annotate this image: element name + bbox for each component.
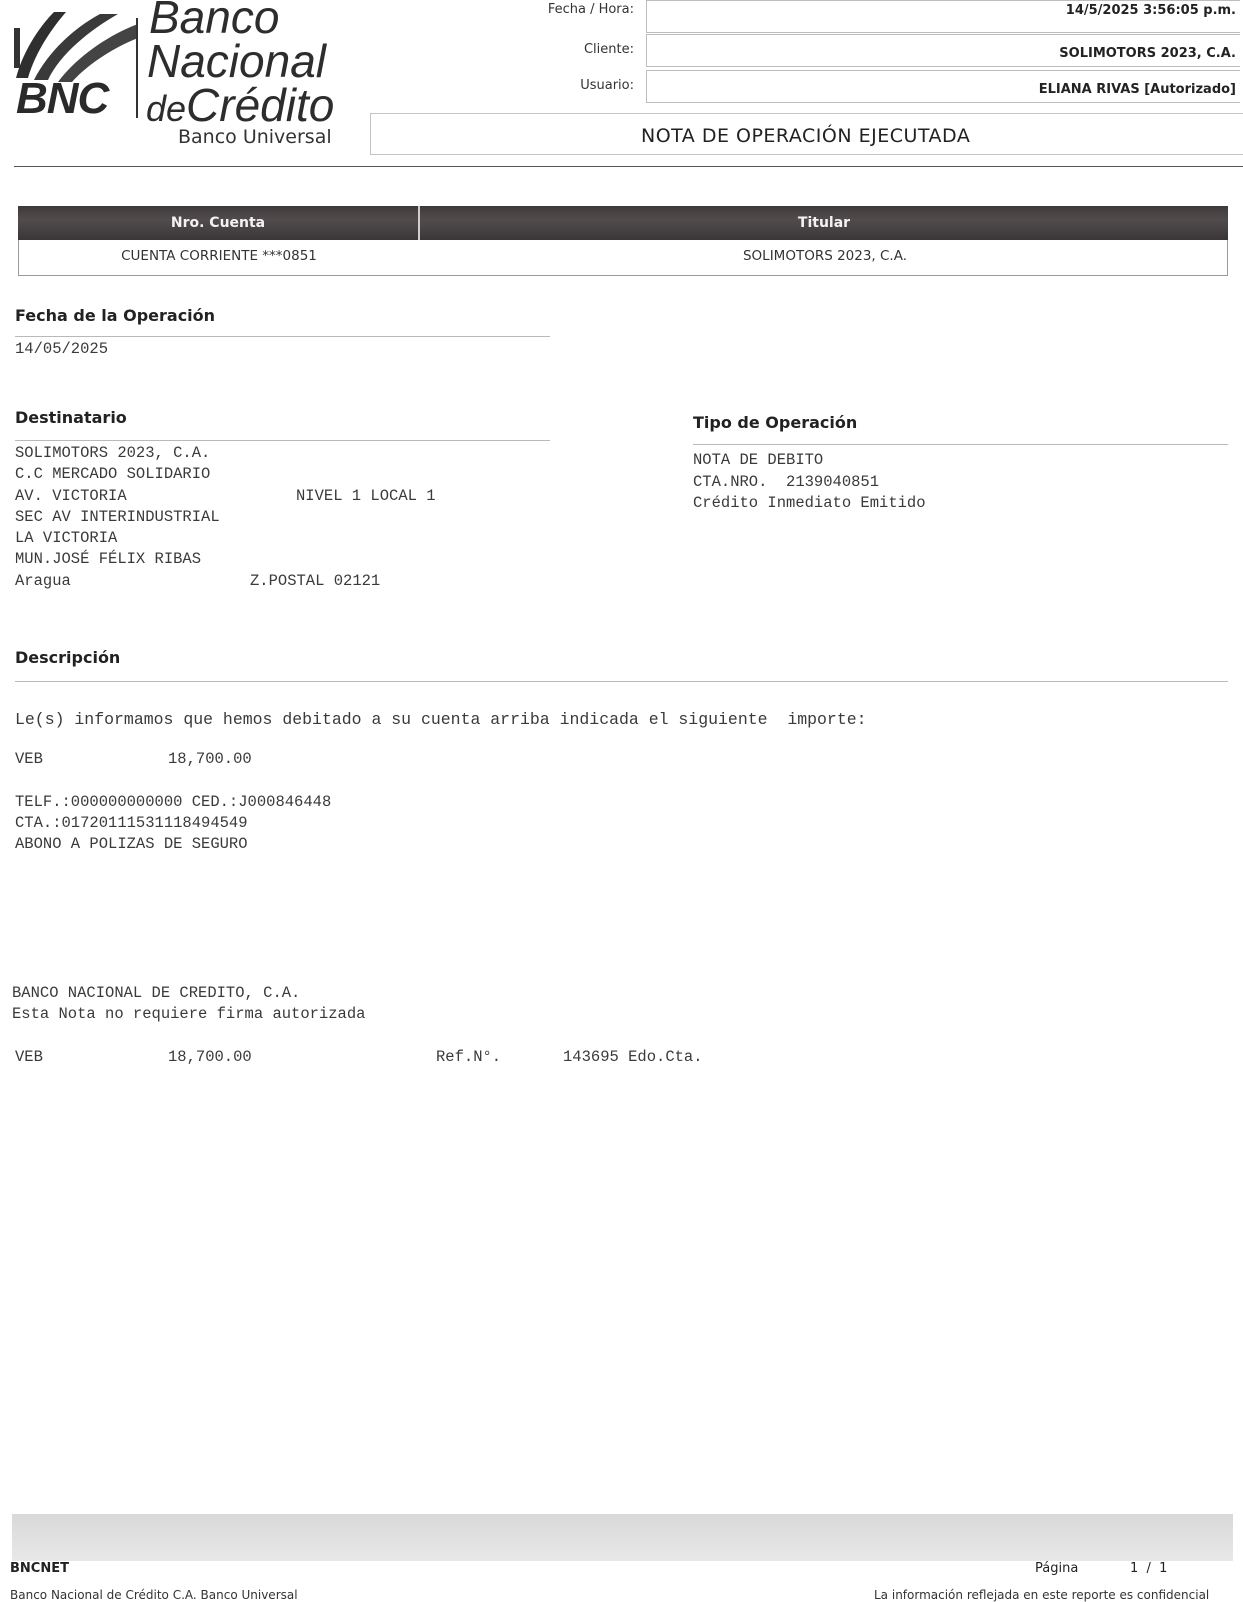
cliente-value: SOLIMOTORS 2023, C.A. xyxy=(1059,46,1236,61)
ref-amount: 18,700.00 xyxy=(168,1048,252,1066)
bank-logo xyxy=(14,0,354,158)
account-table-header xyxy=(18,206,1228,240)
ref-currency: VEB xyxy=(15,1048,43,1066)
brand-line-nacional: Nacional xyxy=(147,35,326,87)
descripcion-label: Descripción xyxy=(15,648,121,667)
fecha-operacion-label: Fecha de la Operación xyxy=(15,306,216,325)
tipo-operacion-line xyxy=(693,444,1228,445)
brand-line-credito xyxy=(146,79,335,131)
col-nro-cuenta: Nro. Cuenta xyxy=(170,215,266,231)
fecha-hora-box xyxy=(646,0,1240,33)
footer-band xyxy=(12,1514,1233,1561)
descripcion-currency: VEB xyxy=(15,750,43,768)
descripcion-details xyxy=(15,792,331,855)
tipo-operacion-line-2: CTA.NRO. 2139040851 xyxy=(693,472,880,491)
destinatario-line xyxy=(15,440,550,441)
fecha-hora-value: 14/5/2025 3:56:05 p.m. xyxy=(1065,3,1236,18)
footer-pagina-label: Página xyxy=(1035,1561,1079,1576)
account-table-row xyxy=(18,240,1228,276)
tipo-operacion-lines xyxy=(693,450,926,515)
destinatario-line-7: Aragua xyxy=(15,571,71,590)
cliente-label: Cliente: xyxy=(583,42,634,57)
cuenta-value: CUENTA CORRIENTE ***0851 xyxy=(121,248,317,264)
destinatario-line-5: LA VICTORIA xyxy=(15,529,118,548)
footer-bank: Banco Nacional de Crédito C.A. Banco Universal xyxy=(10,1588,298,1602)
fecha-operacion-value: 14/05/2025 xyxy=(15,340,109,358)
usuario-box xyxy=(646,70,1240,103)
bank-signoff xyxy=(12,983,365,1025)
title-box xyxy=(370,113,1243,155)
descripcion-intro: Le(s) informamos que hemos debitado a su cuenta arriba indicada el siguiente importe: xyxy=(15,710,867,729)
destinatario-zpostal: Z.POSTAL 02121 xyxy=(250,572,381,590)
footer-confidencial: La información reflejada en este reporte es confidencial xyxy=(874,1588,1210,1602)
bank-name: BANCO NACIONAL DE CREDITO, C.A. xyxy=(12,984,301,1002)
usuario-label: Usuario: xyxy=(580,78,634,93)
header-divider xyxy=(14,166,1243,167)
fecha-operacion-line xyxy=(15,336,550,337)
usuario-value: ELIANA RIVAS [Autorizado] xyxy=(1038,82,1236,97)
tipo-operacion-label: Tipo de Operación xyxy=(693,413,858,432)
destinatario-line-4: SEC AV INTERINDUSTRIAL xyxy=(15,507,220,526)
destinatario-nivel: NIVEL 1 LOCAL 1 xyxy=(296,487,436,505)
destinatario-line-1: SOLIMOTORS 2023, C.A. xyxy=(15,444,211,462)
detail-telf-ced: TELF.:000000000000 CED.:J000846448 xyxy=(15,793,332,811)
detail-concepto: ABONO A POLIZAS DE SEGURO xyxy=(15,835,248,853)
brand-sub: Banco Universal xyxy=(178,126,332,148)
bnc-mark: BNC xyxy=(16,74,109,123)
descripcion-amount: 18,700.00 xyxy=(168,750,252,768)
footer-app: BNCNET xyxy=(10,1561,69,1576)
cliente-box xyxy=(646,34,1240,67)
no-firma-note: Esta Nota no requiere firma autorizada xyxy=(12,1005,366,1023)
page-title: NOTA DE OPERACIÓN EJECUTADA xyxy=(641,125,971,147)
ref-value: 143695 Edo.Cta. xyxy=(563,1048,703,1066)
destinatario-line-6: MUN.JOSÉ FÉLIX RIBAS xyxy=(15,550,202,569)
destinatario-label: Destinatario xyxy=(15,408,127,427)
brand-credito: Crédito xyxy=(186,79,335,131)
col-titular: Titular xyxy=(797,215,851,231)
brand-line-banco: Banco xyxy=(149,0,280,43)
tipo-operacion-line-1: NOTA DE DEBITO xyxy=(693,451,824,469)
logo-divider xyxy=(136,18,138,118)
tipo-operacion-line-3: Crédito Inmediato Emitido xyxy=(693,494,926,512)
descripcion-line xyxy=(15,681,1228,682)
brand-de: de xyxy=(146,88,187,129)
destinatario-line-3: AV. VICTORIA xyxy=(15,486,127,505)
destinatario-line-2: C.C MERCADO SOLIDARIO xyxy=(15,465,211,484)
titular-value: SOLIMOTORS 2023, C.A. xyxy=(742,248,908,264)
footer-pagina-value: 1 / 1 xyxy=(1130,1561,1168,1576)
fecha-hora-label: Fecha / Hora: xyxy=(547,2,634,17)
detail-cta: CTA.:01720111531118494549 xyxy=(15,814,248,832)
ref-label: Ref.N°. xyxy=(436,1048,502,1066)
destinatario-address xyxy=(15,443,220,592)
